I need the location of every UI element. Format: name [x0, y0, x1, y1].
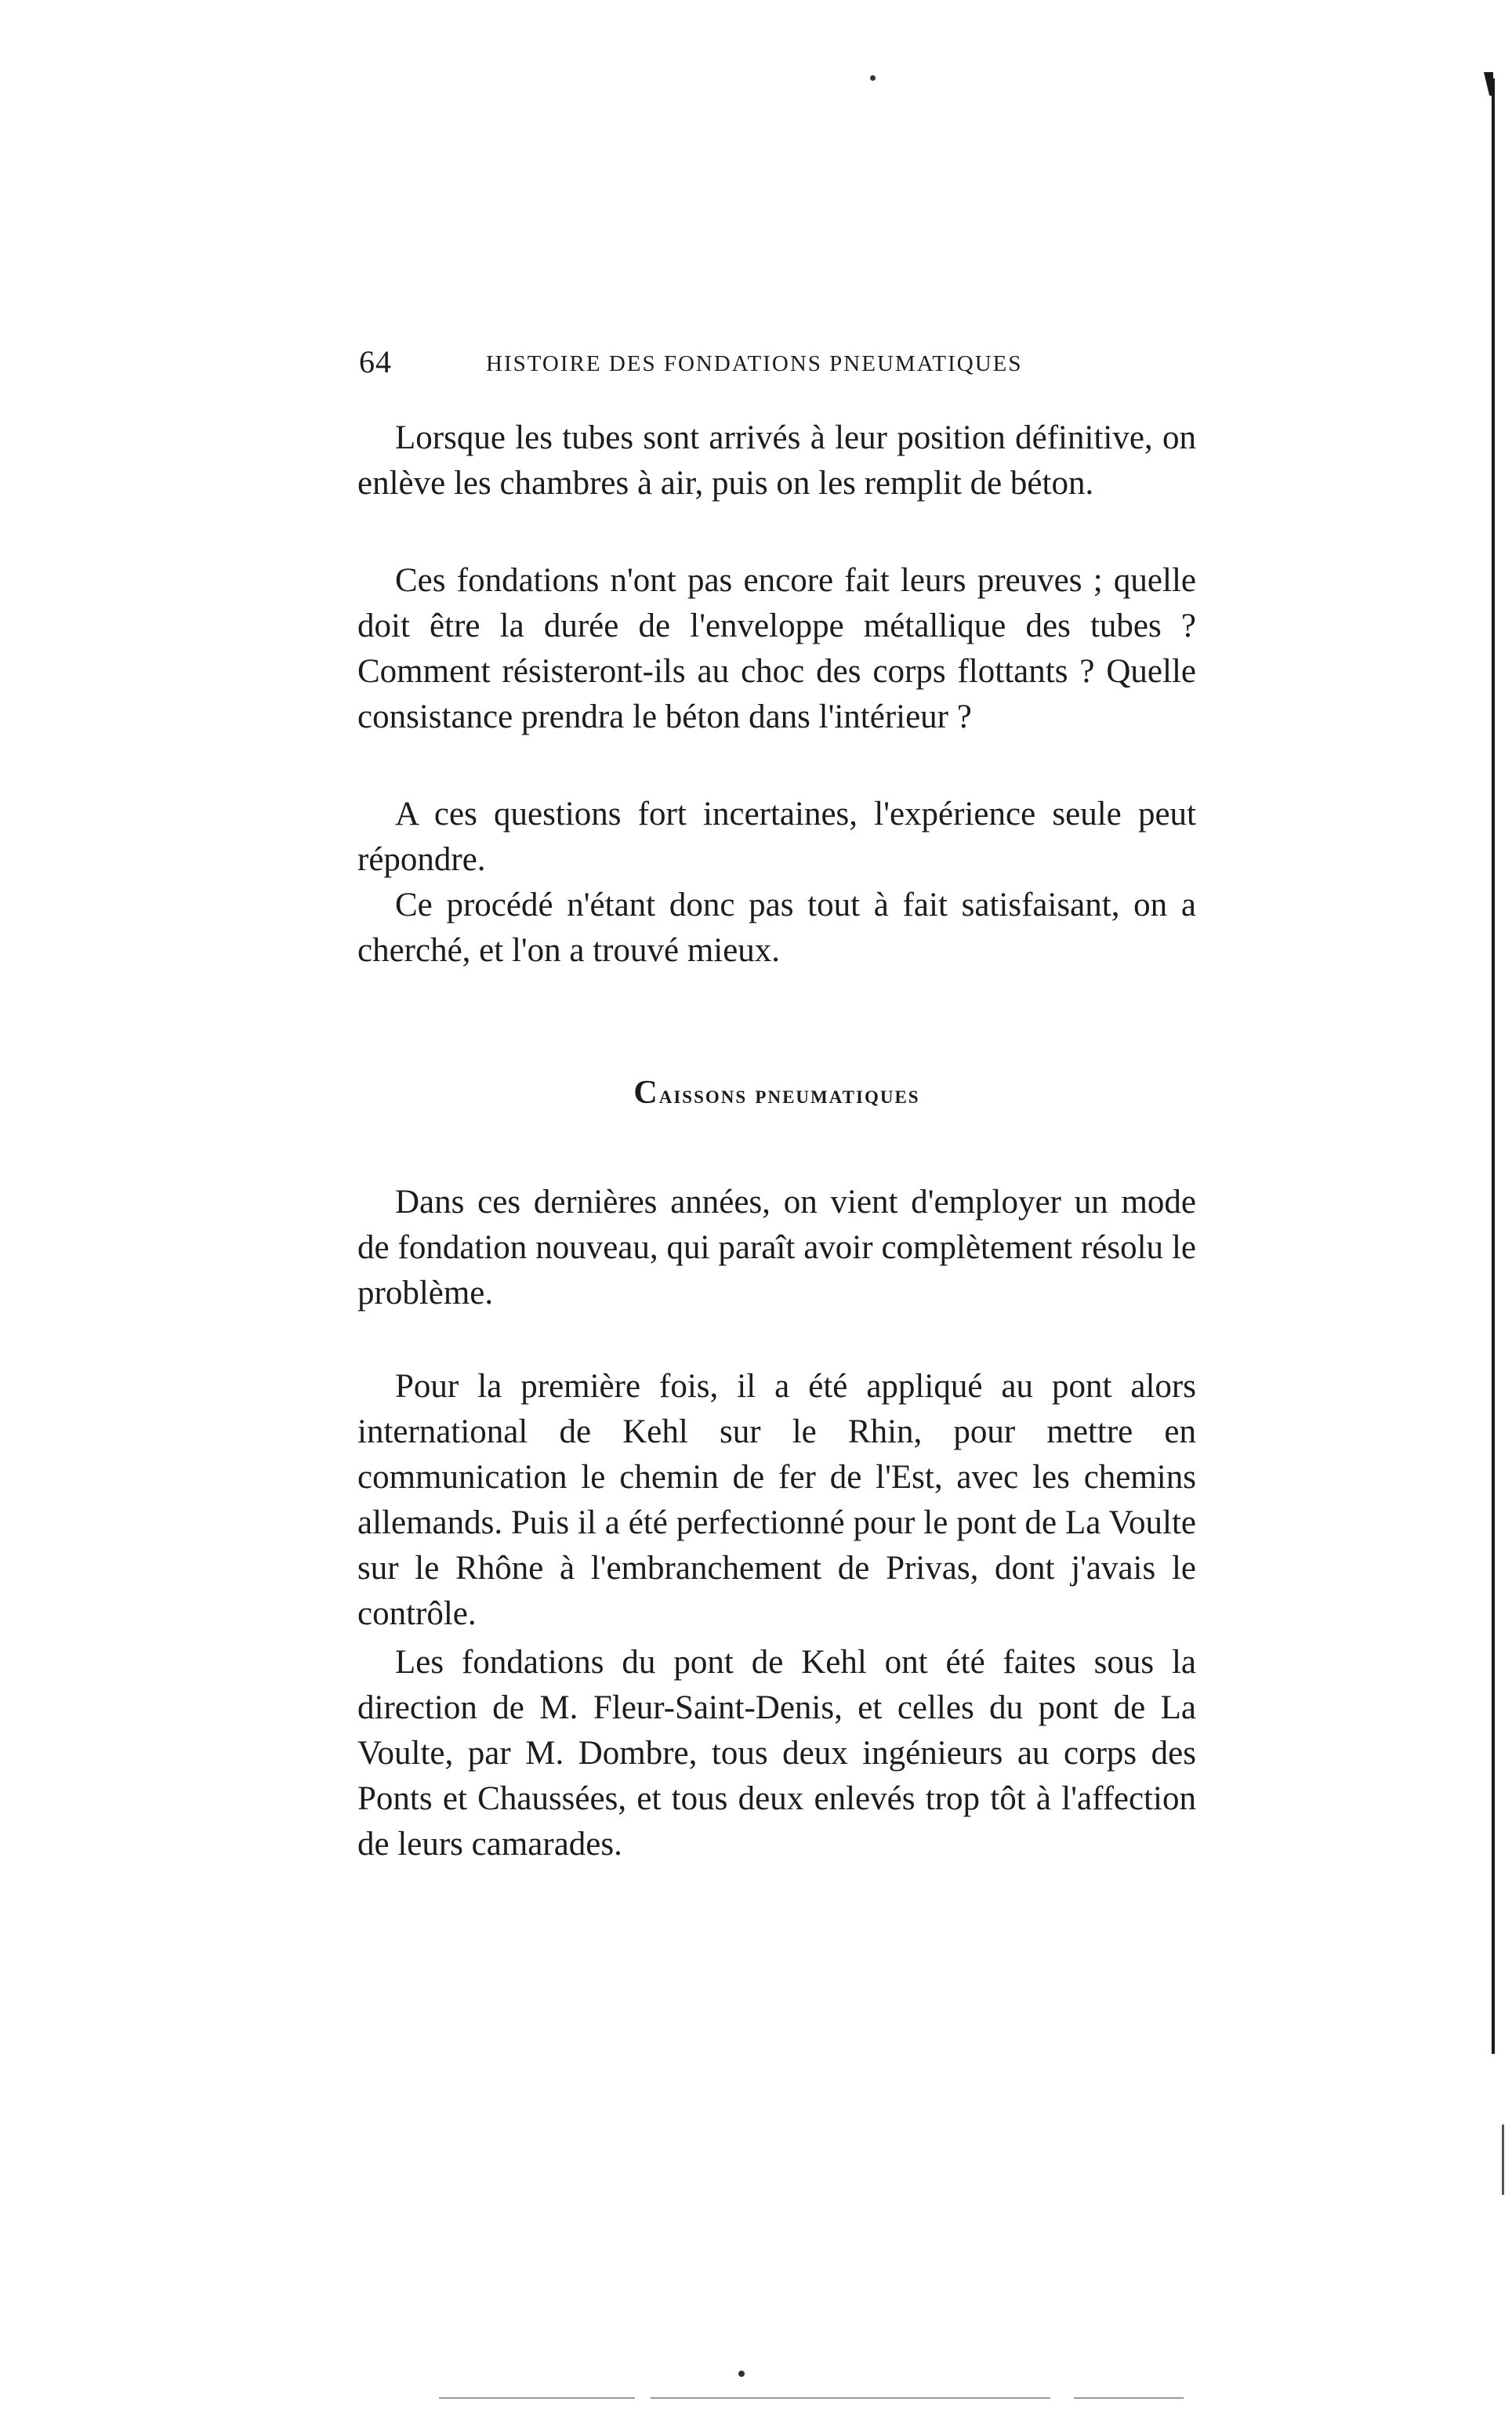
section-heading-text: aissons pneumatiques: [658, 1081, 920, 1109]
paragraph-experience: A ces questions fort incertaines, l'expérience seule peut répondre.: [357, 796, 1196, 878]
paragraph-ingenieurs: Les fondations du pont de Kehl ont été faites sous la direction de M. Fleur-Saint-Denis, et celles du pont de La Voulte, par M. Dombre, tous deux ingénieurs au corps des Ponts et Chaussées, et tous deux enlevés trop tôt à l'affection de leurs camarades.: [357, 1644, 1196, 1863]
paragraph-kehl-voulte: Pour la première fois, il a été appliqué au pont alors international de Kehl sur le Rhin, pour mettre en communication le chemin de fer de l'Est, avec les chemins allemands. Puis il a été perfectionné pour le pont de La Voulte sur le Rhône à l'embranchement de Privas, dont j'avais le contrôle.: [357, 1368, 1196, 1632]
running-head: [359, 343, 1198, 390]
scan-bottom-rule: [439, 2397, 635, 2399]
page-number: 64: [359, 344, 392, 379]
scan-bottom-rule: [1074, 2397, 1184, 2399]
running-title: HISTOIRE DES FONDATIONS PNEUMATIQUES: [486, 351, 1023, 376]
scan-edge-fragment: [1502, 2124, 1504, 2195]
scan-bottom-rule: [651, 2397, 1050, 2399]
scan-border-line: [1492, 78, 1495, 2054]
section-heading: [357, 1074, 1196, 1112]
paragraph-dernieres-annees: Dans ces dernières années, on vient d'employer un mode de fondation nouveau, qui paraît avoir complètement résolu le problème.: [357, 1184, 1196, 1312]
paragraph-questions: Ces fondations n'ont pas encore fait leurs preuves ; quelle doit être la durée de l'enveloppe métallique des tubes ? Comment résisteront-ils au choc des corps flottants ? Quelle consistance prendra le béton dans l'intérieur ?: [357, 562, 1196, 735]
scan-border-mark: [1484, 72, 1493, 96]
scan-speck: [738, 2371, 745, 2377]
paragraph-tubes: Lorsque les tubes sont arrivés à leur position définitive, on enlève les chambres à air, puis on les remplit de béton.: [357, 419, 1196, 502]
scan-speck: [870, 75, 876, 81]
section-heading-initial: C: [633, 1075, 659, 1111]
paragraph-procede: Ce procédé n'étant donc pas tout à fait satisfaisant, on a cherché, et l'on a trouvé mieux.: [357, 887, 1196, 969]
